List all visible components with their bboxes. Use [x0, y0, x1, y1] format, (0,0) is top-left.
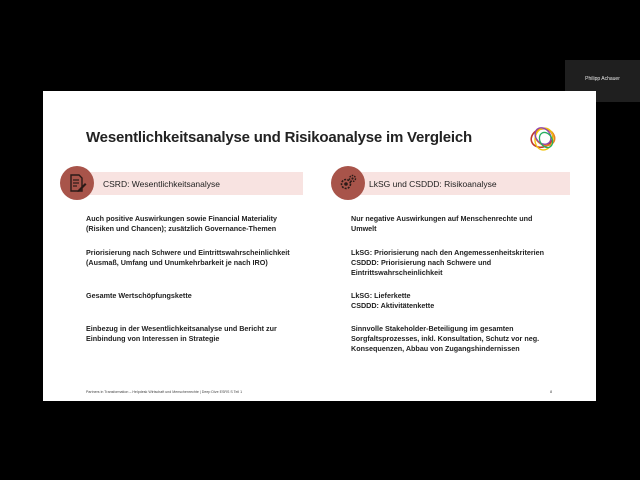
right-item-4: Sinnvolle Stakeholder-Beteiligung im gesamten Sorgfaltsprozesses, inkl. Konsultation, Schutz vor neg. Konsequenzen, Abbau von Zugangshindernissen: [351, 324, 540, 353]
logo-icon: [528, 123, 560, 153]
participant-name: Philipp Achauer: [585, 76, 620, 82]
slide-footer: Partners in Transformation – Helpdesk Wirtschaft und Menschenrechte | Deep Dive ESRS S Teil 1: [86, 390, 243, 394]
left-item-3: Gesamte Wertschöpfungskette: [86, 291, 192, 300]
page-number: 8: [550, 390, 553, 394]
slide-title: Wesentlichkeitsanalyse und Risikoanalyse im Vergleich: [86, 129, 472, 146]
left-item-4: Einbezug in der Wesentlichkeitsanalyse und Bericht zur Einbindung von Interessen in Strategie: [86, 324, 277, 343]
lksg-header: [350, 172, 570, 195]
right-item-2: LkSG: Priorisierung nach den Angemessenheitskriterien CSDDD: Priorisierung nach Schwere und Eintrittswahrscheinlichkeit: [351, 248, 545, 277]
csrd-header: [82, 172, 303, 195]
right-item-1: Nur negative Auswirkungen auf Menschenrechte und Umwelt: [351, 214, 533, 233]
left-item-1: Auch positive Auswirkungen sowie Financial Materiality (Risiken und Chancen); zusätzlich Governance-Themen: [86, 214, 278, 233]
document-pen-icon: [60, 166, 94, 200]
right-item-3: LkSG: Lieferkette CSDDD: Aktivitätenkette: [351, 291, 435, 310]
csrd-header-label: CSRD: Wesentlichkeitsanalyse: [103, 179, 220, 189]
left-item-2: Priorisierung nach Schwere und Eintrittswahrscheinlichkeit (Ausmaß, Umfang und Unumkehrbarkeit je nach IRO): [86, 248, 290, 267]
presentation-slide: [43, 91, 596, 401]
gears-icon: [331, 166, 365, 200]
lksg-header-label: LkSG und CSDDD: Risikoanalyse: [369, 179, 497, 189]
